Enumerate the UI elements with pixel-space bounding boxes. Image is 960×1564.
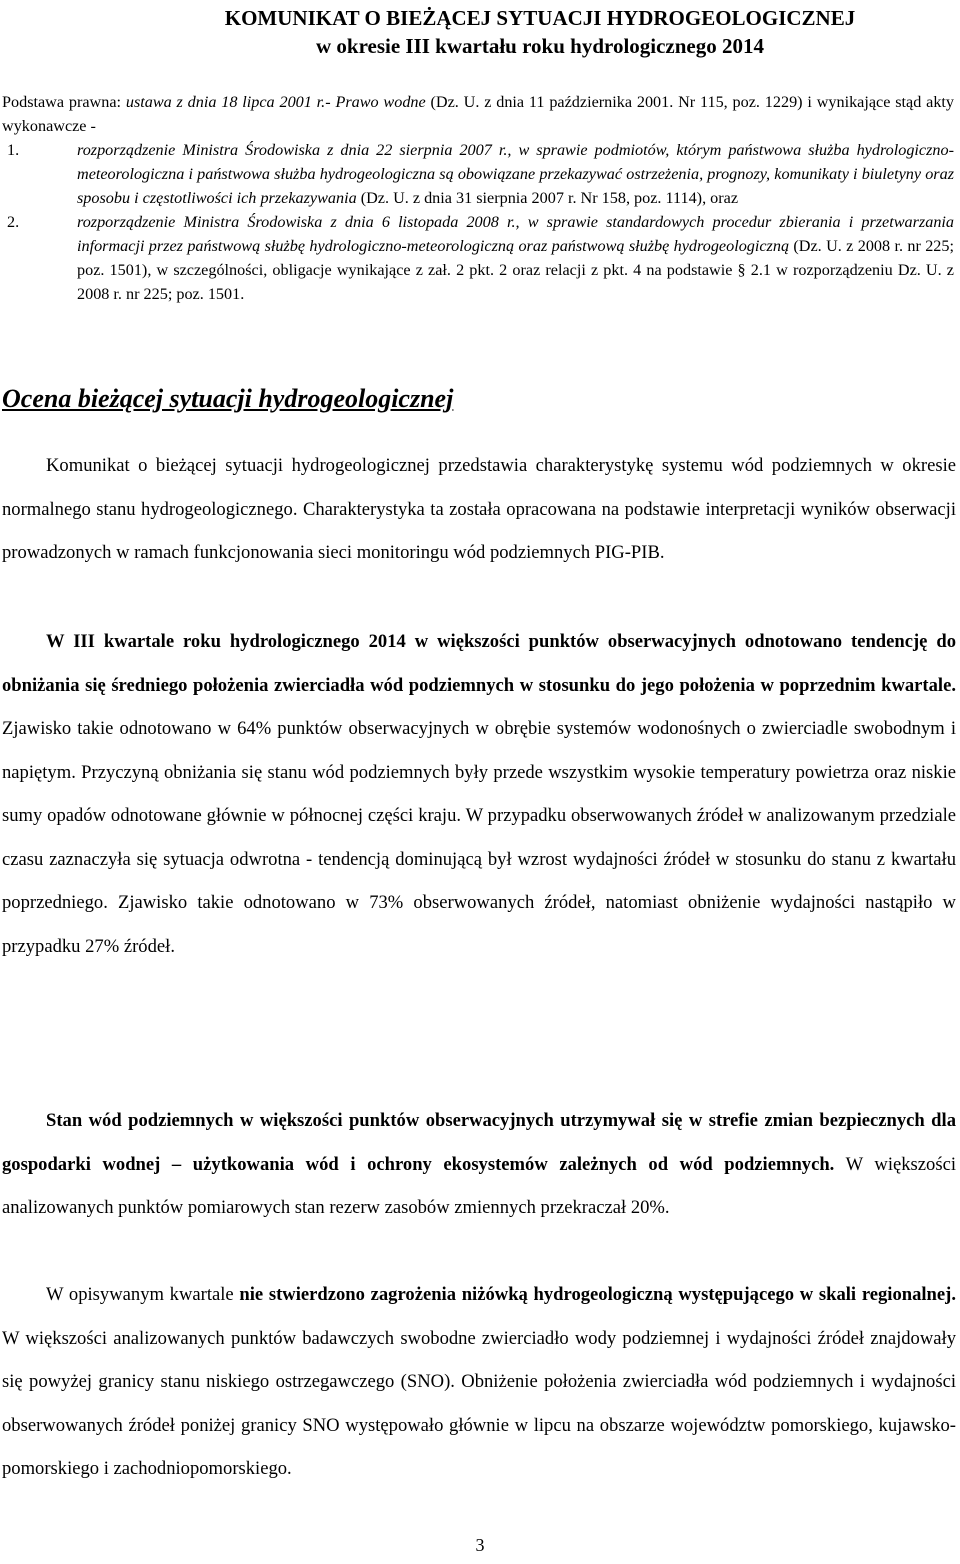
document-title-line-1: KOMUNIKAT O BIEŻĄCEJ SYTUACJI HYDROGEOLOGICZNEJ: [224, 6, 856, 30]
paragraph-4: [2, 1273, 956, 1491]
regulation-reference: (Dz. U. z dnia 31 sierpnia 2007 r. Nr 158, poz. 1114), oraz: [356, 189, 739, 207]
paragraph-4-start: W opisywanym kwartale: [46, 1284, 240, 1305]
paragraph-3-text: W większości analizowanych punktów pomiarowych stan rezerw zasobów zmiennych przekraczał 20%.: [2, 1153, 956, 1218]
legal-basis-act: ustawa z dnia 18 lipca 2001 r.- Prawo wodne: [125, 93, 426, 111]
legal-basis-item-number: 1.: [7, 141, 20, 159]
legal-basis-item-2: [2, 210, 954, 306]
section-heading: Ocena bieżącej sytuacji hydrogeologicznej: [2, 384, 454, 413]
paragraph-2-bold: W III kwartale roku hydrologicznego 2014 w większości punktów obserwacyjnych odnotowano tendencję do obniżania się średniego położenia zwierciadła wód podziemnych w stosunku do jego położenia w poprzednim kwartale.: [2, 631, 956, 696]
legal-basis-intro-suffix: (Dz. U. z dnia 11 października 2001. Nr 115, poz. 1229) i wynikające stąd akty wykonawcze -: [2, 93, 955, 135]
paragraph-1: Komunikat o bieżącej sytuacji hydrogeologicznej przedstawia charakterystykę systemu wód podziemnych w okresie normalnego stanu hydrogeologicznego. Charakterystyka ta została opracowana na podstawie interpretacji wyników obserwacji prowadzonych w ramach funkcjonowania sieci monitoringu wód podziemnych PIG-PIB.: [2, 455, 956, 563]
legal-basis-item-text: [77, 210, 954, 306]
paragraph-3: [2, 1099, 956, 1230]
legal-basis-item-text: [77, 138, 954, 210]
legal-basis-intro-prefix: Podstawa prawna:: [2, 93, 126, 111]
paragraph-4-text: W większości analizowanych punktów badawczych swobodne zwierciadło wody podziemnej i wydajności źródeł znajdowały się powyżej granicy stanu niskiego ostrzegawczego (SNO). Obniżenie położenia zwierciadła wód podziemnych i wydajności obserwowanych źródeł poniżej granicy SNO występowało głównie w lipcu na obszarze województw pomorskiego, kujawsko-pomorskiego i zachodniopomorskiego.: [2, 1327, 956, 1479]
legal-basis-intro: [2, 90, 954, 138]
paragraph-3-bold: Stan wód podziemnych w większości punktów obserwacyjnych utrzymywał się w strefie zmian bezpiecznych dla gospodarki wodnej – użytkowania wód i ochrony ekosystemów zależnych od wód podziemnych.: [2, 1110, 956, 1175]
paragraph-2: [2, 620, 956, 968]
paragraph-4-bold: nie stwierdzono zagrożenia niżówką hydrogeologiczną występującego w skali regionalnej.: [239, 1284, 956, 1305]
legal-basis-item-number: 2.: [7, 213, 20, 231]
regulation-title: rozporządzenie Ministra Środowiska z dnia 22 sierpnia 2007 r., w sprawie podmiotów, którym państwowa służba hydrologiczno-meteorologiczna i państwowa służba hydrogeologiczna są obowiązane przekazywać ostrzeżenia, prognozy, komunikaty i biuletyny oraz sposobu i częstotliwości ich przekazywania: [77, 141, 954, 207]
legal-basis-item-1: [2, 138, 954, 210]
paragraph-2-text: Zjawisko takie odnotowano w 64% punktów obserwacyjnych w obrębie systemów wodonośnych o zwierciadle swobodnym i napiętym. Przyczyną obniżania się stanu wód podziemnych były przede wszystkim wysokie temperatury powietrza oraz niskie sumy opadów odnotowane głównie w północnej części kraju. W przypadku obserwowanych źródeł w analizowanym przedziale czasu zaznaczyła się sytuacja odwrotna - tendencją dominującą był wzrost wydajności źródeł w stosunku do stanu z kwartału poprzedniego. Zjawisko takie odnotowano w 73% obserwowanych źródeł, natomiast obniżenie wydajności nastąpiło w przypadku 27% źródeł.: [2, 718, 956, 957]
document-title-line-2: w okresie III kwartału roku hydrologicznego 2014: [315, 34, 765, 58]
regulation-title: rozporządzenie Ministra Środowiska z dnia 6 listopada 2008 r., w sprawie standardowych procedur zbierania i przetwarzania informacji przez państwową służbę hydrologiczno-meteorologiczną oraz państwową służbę hydrogeologiczną: [77, 213, 954, 255]
page-number: 3: [475, 1535, 485, 1555]
legal-basis-block: [2, 90, 954, 306]
regulation-reference: (Dz. U. z 2008 r. nr 225; poz. 1501), w szczególności, obligacje wynikające z zał. 2 pkt. 2 oraz relacji z pkt. 4 na podstawie § 2.1 w rozporządzeniu Dz. U. z 2008 r. nr 225; poz. 1501.: [77, 237, 954, 303]
